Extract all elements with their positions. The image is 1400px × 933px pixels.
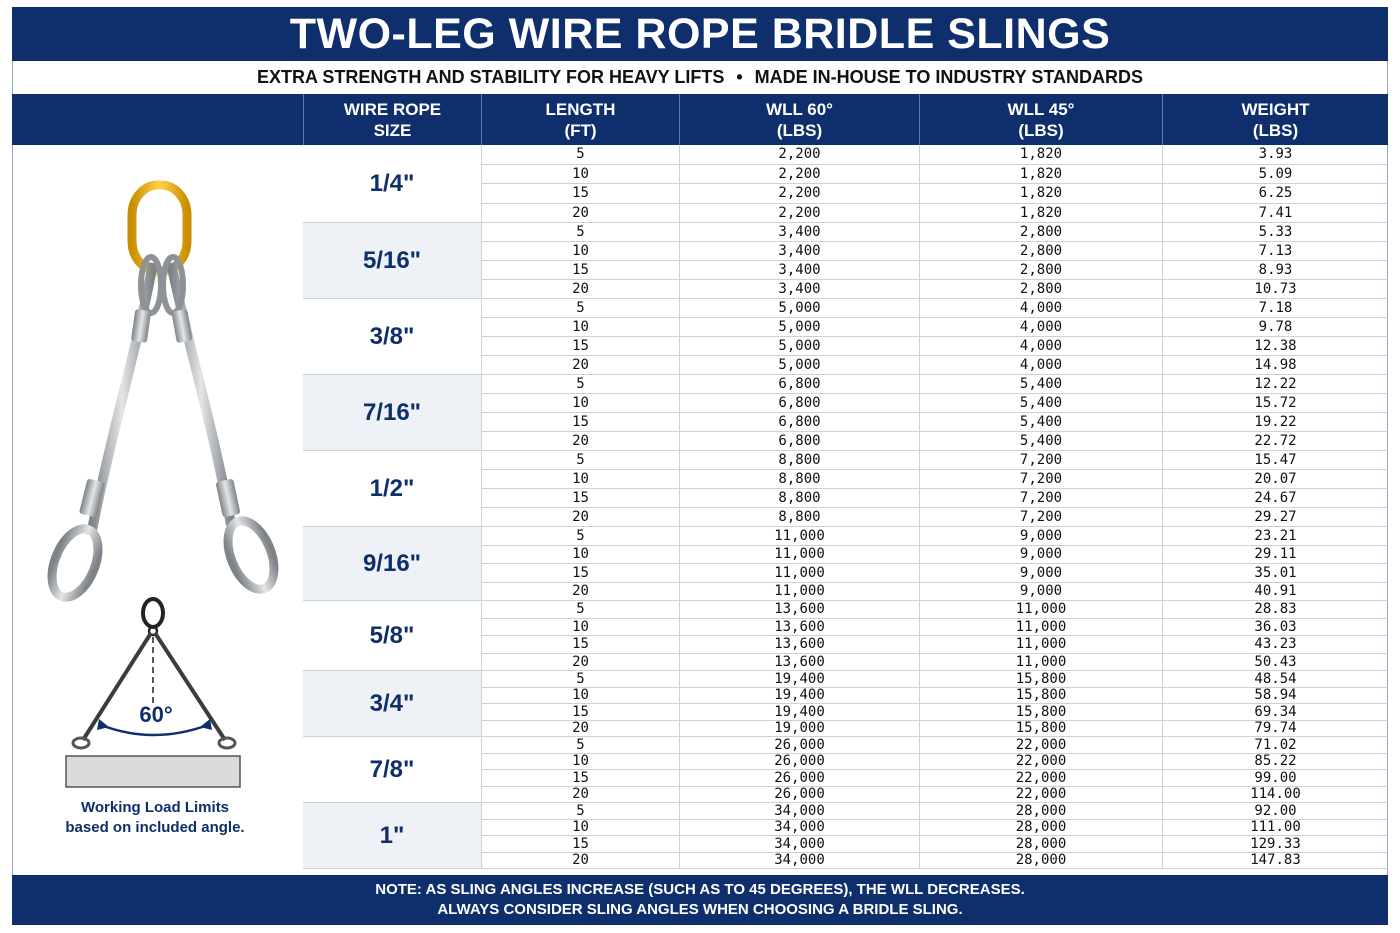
weight-cell: 29.27 <box>1162 508 1388 526</box>
wll-60-cell: 6,800 <box>679 413 919 431</box>
wll-60-cell: 19,400 <box>679 704 919 720</box>
length-cell: 5 <box>481 145 679 164</box>
footer-note <box>12 875 1388 925</box>
wll-45-cell: 15,800 <box>919 671 1162 687</box>
table-row <box>481 165 1388 185</box>
wire-rope-size-cell: 5/8" <box>303 601 481 671</box>
wll-60-cell: 34,000 <box>679 803 919 819</box>
wll-60-cell: 2,200 <box>679 184 919 203</box>
length-cell: 15 <box>481 770 679 786</box>
wll-60-cell: 34,000 <box>679 836 919 852</box>
length-cell: 10 <box>481 619 679 636</box>
header-line: WLL 45° <box>1007 99 1075 119</box>
wll-45-cell: 15,800 <box>919 721 1162 737</box>
wll-60-cell: 6,800 <box>679 432 919 450</box>
length-cell: 5 <box>481 803 679 819</box>
table-row <box>481 451 1388 470</box>
weight-cell: 92.00 <box>1162 803 1388 819</box>
table-row <box>481 204 1388 224</box>
wll-60-cell: 19,400 <box>679 671 919 687</box>
table-row <box>481 242 1388 261</box>
sling-illustration-panel <box>13 145 303 875</box>
wll-45-cell: 2,800 <box>919 261 1162 279</box>
header-weight <box>1162 94 1388 145</box>
wll-60-cell: 3,400 <box>679 280 919 298</box>
weight-cell: 29.11 <box>1162 546 1388 564</box>
length-cell: 10 <box>481 242 679 260</box>
length-cell: 10 <box>481 470 679 488</box>
table-row <box>481 787 1388 804</box>
length-cell: 10 <box>481 318 679 336</box>
ferrule-icon <box>131 309 151 343</box>
wll-45-cell: 22,000 <box>919 737 1162 753</box>
header-wll-60 <box>679 94 919 145</box>
length-cell: 20 <box>481 721 679 737</box>
length-cell: 15 <box>481 337 679 355</box>
wll-45-cell: 2,800 <box>919 223 1162 241</box>
wire-rope-size-cell: 1/4" <box>303 145 481 223</box>
length-cell: 5 <box>481 601 679 618</box>
length-cell: 10 <box>481 546 679 564</box>
wll-45-cell: 9,000 <box>919 564 1162 582</box>
header-line: (LBS) <box>776 120 823 140</box>
subtitle-left: EXTRA STRENGTH AND STABILITY FOR HEAVY LIFTS <box>256 67 725 87</box>
table-row <box>481 394 1388 413</box>
table-row <box>481 356 1388 375</box>
table-row <box>481 820 1388 837</box>
wll-45-cell: 28,000 <box>919 803 1162 819</box>
wll-45-cell: 5,400 <box>919 413 1162 431</box>
table-row <box>481 688 1388 705</box>
wire-rope-size-cell: 1/2" <box>303 451 481 527</box>
table-row <box>481 636 1388 654</box>
wll-45-cell: 2,800 <box>919 280 1162 298</box>
wll-60-cell: 26,000 <box>679 737 919 753</box>
wll-45-cell: 11,000 <box>919 654 1162 671</box>
length-cell: 20 <box>481 654 679 671</box>
note-line: NOTE: AS SLING ANGLES INCREASE (SUCH AS TO 45 DEGREES), THE WLL DECREASES. <box>375 881 1025 898</box>
table-row <box>481 721 1388 738</box>
header-line: (FT) <box>564 120 597 140</box>
angle-label: 60° <box>139 702 173 727</box>
weight-cell: 79.74 <box>1162 721 1388 737</box>
weight-cell: 40.91 <box>1162 583 1388 601</box>
header-line: WIRE ROPE <box>343 99 442 119</box>
wll-45-cell: 11,000 <box>919 619 1162 636</box>
length-cell: 20 <box>481 787 679 803</box>
wll-60-cell: 8,800 <box>679 489 919 507</box>
length-cell: 15 <box>481 261 679 279</box>
wll-60-cell: 3,400 <box>679 261 919 279</box>
wll-60-cell: 34,000 <box>679 853 919 869</box>
wll-60-cell: 5,000 <box>679 337 919 355</box>
length-cell: 5 <box>481 451 679 469</box>
table-row <box>481 704 1388 721</box>
weight-cell: 85.22 <box>1162 754 1388 770</box>
table-row <box>481 432 1388 451</box>
wll-60-cell: 13,600 <box>679 601 919 618</box>
wll-60-cell: 26,000 <box>679 770 919 786</box>
header-line: WEIGHT <box>1241 99 1310 119</box>
load-block-icon <box>66 756 240 787</box>
length-cell: 10 <box>481 820 679 836</box>
wll-60-cell: 13,600 <box>679 654 919 671</box>
eye-loop-right-icon <box>219 514 283 596</box>
wll-60-cell: 19,400 <box>679 688 919 704</box>
weight-cell: 24.67 <box>1162 489 1388 507</box>
weight-cell: 7.41 <box>1162 204 1388 223</box>
wire-rope-size-cell: 1" <box>303 803 481 869</box>
table-row <box>481 184 1388 204</box>
sling-angle-diagram <box>66 599 240 787</box>
length-cell: 10 <box>481 754 679 770</box>
table-row <box>481 470 1388 489</box>
length-cell: 20 <box>481 508 679 526</box>
header-line: SIZE <box>373 120 412 140</box>
wll-45-cell: 5,400 <box>919 394 1162 412</box>
length-cell: 20 <box>481 432 679 450</box>
table-row <box>481 223 1388 242</box>
weight-cell: 15.72 <box>1162 394 1388 412</box>
length-cell: 15 <box>481 489 679 507</box>
weight-cell: 22.72 <box>1162 432 1388 450</box>
length-cell: 20 <box>481 583 679 601</box>
wll-45-cell: 2,800 <box>919 242 1162 260</box>
length-cell: 5 <box>481 223 679 241</box>
header-wll-45 <box>919 94 1162 145</box>
table-row <box>481 337 1388 356</box>
wll-45-cell: 5,400 <box>919 432 1162 450</box>
weight-cell: 129.33 <box>1162 836 1388 852</box>
wll-45-cell: 7,200 <box>919 508 1162 526</box>
wll-45-cell: 11,000 <box>919 601 1162 618</box>
wll-45-cell: 28,000 <box>919 820 1162 836</box>
wll-45-cell: 4,000 <box>919 337 1162 355</box>
table-header <box>12 94 1388 145</box>
weight-cell: 48.54 <box>1162 671 1388 687</box>
weight-cell: 5.33 <box>1162 223 1388 241</box>
weight-cell: 111.00 <box>1162 820 1388 836</box>
table-row <box>481 318 1388 337</box>
weight-cell: 19.22 <box>1162 413 1388 431</box>
wire-rope-size-cell: 7/16" <box>303 375 481 451</box>
diagram-caption <box>40 798 270 838</box>
wll-60-cell: 8,800 <box>679 451 919 469</box>
wll-45-cell: 9,000 <box>919 527 1162 545</box>
length-cell: 20 <box>481 853 679 869</box>
wll-45-cell: 1,820 <box>919 184 1162 203</box>
wll-60-cell: 3,400 <box>679 223 919 241</box>
length-cell: 20 <box>481 280 679 298</box>
weight-cell: 12.22 <box>1162 375 1388 393</box>
weight-cell: 50.43 <box>1162 654 1388 671</box>
table-row <box>481 754 1388 771</box>
wll-60-cell: 11,000 <box>679 564 919 582</box>
table-row <box>481 508 1388 527</box>
wll-45-cell: 1,820 <box>919 145 1162 164</box>
weight-cell: 7.13 <box>1162 242 1388 260</box>
table-row <box>481 261 1388 280</box>
wll-45-cell: 7,200 <box>919 470 1162 488</box>
weight-cell: 36.03 <box>1162 619 1388 636</box>
table-row <box>481 671 1388 688</box>
wll-45-cell: 7,200 <box>919 489 1162 507</box>
weight-cell: 35.01 <box>1162 564 1388 582</box>
length-cell: 15 <box>481 564 679 582</box>
wll-60-cell: 6,800 <box>679 375 919 393</box>
table-row <box>481 280 1388 299</box>
table-row <box>481 583 1388 602</box>
length-cell: 5 <box>481 671 679 687</box>
wll-60-cell: 2,200 <box>679 145 919 164</box>
wll-45-cell: 9,000 <box>919 546 1162 564</box>
table-row <box>481 737 1388 754</box>
weight-cell: 12.38 <box>1162 337 1388 355</box>
wll-60-cell: 13,600 <box>679 636 919 653</box>
table-row <box>481 564 1388 583</box>
length-cell: 10 <box>481 688 679 704</box>
weight-cell: 58.94 <box>1162 688 1388 704</box>
header-line: (LBS) <box>1252 120 1299 140</box>
wll-45-cell: 7,200 <box>919 451 1162 469</box>
wire-rope-size-cell: 5/16" <box>303 223 481 299</box>
wll-45-cell: 15,800 <box>919 688 1162 704</box>
length-cell: 15 <box>481 184 679 203</box>
wll-60-cell: 11,000 <box>679 583 919 601</box>
table-row <box>481 546 1388 565</box>
ferrule-icon <box>171 309 192 343</box>
wll-45-cell: 4,000 <box>919 356 1162 374</box>
wll-60-cell: 34,000 <box>679 820 919 836</box>
table-row <box>481 836 1388 853</box>
wll-60-cell: 11,000 <box>679 527 919 545</box>
wll-60-cell: 5,000 <box>679 299 919 317</box>
weight-cell: 114.00 <box>1162 787 1388 803</box>
length-cell: 15 <box>481 836 679 852</box>
length-cell: 5 <box>481 299 679 317</box>
length-cell: 15 <box>481 413 679 431</box>
header-line: WLL 60° <box>766 99 833 119</box>
wll-45-cell: 9,000 <box>919 583 1162 601</box>
subtitle <box>12 61 1388 94</box>
weight-cell: 15.47 <box>1162 451 1388 469</box>
wll-60-cell: 2,200 <box>679 204 919 223</box>
wll-45-cell: 28,000 <box>919 853 1162 869</box>
wll-60-cell: 5,000 <box>679 356 919 374</box>
weight-cell: 23.21 <box>1162 527 1388 545</box>
length-cell: 15 <box>481 636 679 653</box>
ferrule-icon <box>215 479 240 518</box>
table-row <box>481 299 1388 318</box>
length-cell: 10 <box>481 165 679 184</box>
length-cell: 5 <box>481 737 679 753</box>
wll-60-cell: 8,800 <box>679 470 919 488</box>
length-cell: 20 <box>481 204 679 223</box>
wll-60-cell: 2,200 <box>679 165 919 184</box>
wll-45-cell: 22,000 <box>919 754 1162 770</box>
length-cell: 5 <box>481 375 679 393</box>
weight-cell: 14.98 <box>1162 356 1388 374</box>
table-row <box>481 413 1388 432</box>
table-row <box>481 527 1388 546</box>
wll-45-cell: 22,000 <box>919 787 1162 803</box>
wll-60-cell: 5,000 <box>679 318 919 336</box>
wll-45-cell: 5,400 <box>919 375 1162 393</box>
caption-line: Working Load Limits <box>80 799 230 816</box>
length-cell: 10 <box>481 394 679 412</box>
wire-rope-size-cell: 7/8" <box>303 737 481 803</box>
length-cell: 20 <box>481 356 679 374</box>
table-row <box>481 619 1388 637</box>
wll-60-cell: 26,000 <box>679 754 919 770</box>
wll-45-cell: 1,820 <box>919 204 1162 223</box>
weight-cell: 69.34 <box>1162 704 1388 720</box>
wll-60-cell: 26,000 <box>679 787 919 803</box>
wire-rope-size-cell: 9/16" <box>303 527 481 601</box>
eye-loop-left-icon <box>43 522 107 604</box>
wire-rope-size-cell: 3/4" <box>303 671 481 737</box>
note-line: ALWAYS CONSIDER SLING ANGLES WHEN CHOOSING A BRIDLE SLING. <box>437 901 963 918</box>
weight-cell: 3.93 <box>1162 145 1388 164</box>
weight-cell: 8.93 <box>1162 261 1388 279</box>
weight-cell: 7.18 <box>1162 299 1388 317</box>
table-row <box>481 375 1388 394</box>
sling-illustration <box>13 145 303 875</box>
weight-cell: 5.09 <box>1162 165 1388 184</box>
header-line: (LBS) <box>1018 120 1064 140</box>
wll-60-cell: 13,600 <box>679 619 919 636</box>
weight-cell: 20.07 <box>1162 470 1388 488</box>
length-cell: 5 <box>481 527 679 545</box>
header-line: LENGTH <box>545 99 616 119</box>
header-length <box>481 94 679 145</box>
wll-60-cell: 11,000 <box>679 546 919 564</box>
weight-cell: 28.83 <box>1162 601 1388 618</box>
wll-45-cell: 4,000 <box>919 299 1162 317</box>
subtitle-bullet: • <box>736 67 743 87</box>
weight-cell: 99.00 <box>1162 770 1388 786</box>
wll-60-cell: 6,800 <box>679 394 919 412</box>
sling-spec-table <box>303 145 1388 872</box>
subtitle-right: MADE IN-HOUSE TO INDUSTRY STANDARDS <box>754 67 1144 87</box>
header-wire-rope-size <box>303 94 481 145</box>
length-cell: 15 <box>481 704 679 720</box>
table-row <box>481 489 1388 508</box>
wll-60-cell: 8,800 <box>679 508 919 526</box>
wll-45-cell: 1,820 <box>919 165 1162 184</box>
table-row <box>481 803 1388 820</box>
wll-60-cell: 19,000 <box>679 721 919 737</box>
wll-45-cell: 15,800 <box>919 704 1162 720</box>
wll-60-cell: 3,400 <box>679 242 919 260</box>
weight-cell: 147.83 <box>1162 853 1388 869</box>
wll-45-cell: 22,000 <box>919 770 1162 786</box>
table-row <box>481 601 1388 619</box>
caption-line: based on included angle. <box>65 819 245 836</box>
wll-45-cell: 11,000 <box>919 636 1162 653</box>
weight-cell: 6.25 <box>1162 184 1388 203</box>
weight-cell: 10.73 <box>1162 280 1388 298</box>
ferrule-icon <box>79 478 105 517</box>
weight-cell: 43.23 <box>1162 636 1388 653</box>
wll-45-cell: 28,000 <box>919 836 1162 852</box>
table-row <box>481 145 1388 165</box>
weight-cell: 71.02 <box>1162 737 1388 753</box>
wll-45-cell: 4,000 <box>919 318 1162 336</box>
table-row <box>481 853 1388 870</box>
table-row <box>481 654 1388 672</box>
wire-rope-size-cell: 3/8" <box>303 299 481 375</box>
weight-cell: 9.78 <box>1162 318 1388 336</box>
page-title: TWO-LEG WIRE ROPE BRIDLE SLINGS <box>12 7 1388 61</box>
table-row <box>481 770 1388 787</box>
